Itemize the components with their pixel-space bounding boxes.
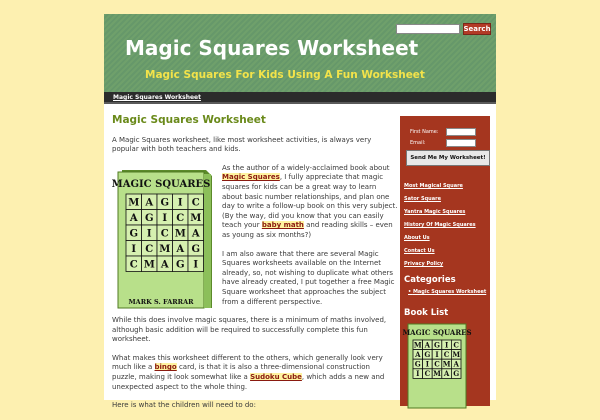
- grid-letter: M: [413, 340, 422, 350]
- grid-letter: A: [443, 369, 450, 379]
- grid-letter: A: [129, 212, 138, 224]
- post-paragraph-4: While this does involve magic squares, there is a minimum of maths involved, although basic addition will be required to successfully complete this fun worksheet.: [112, 316, 387, 344]
- bingo-link[interactable]: bingo: [154, 363, 177, 372]
- grid-letter: A: [191, 228, 200, 240]
- grid-letter: I: [416, 369, 420, 379]
- sidebar-link-sator-square[interactable]: Sator Square: [404, 196, 441, 202]
- grid-letter: M: [174, 228, 186, 240]
- grid-letter: C: [176, 212, 185, 224]
- grid-letter: A: [453, 359, 459, 369]
- post-paragraph-1: A Magic Squares worksheet, like most worksheet activities, is always very popular with both teachers and kids.: [112, 135, 372, 154]
- grid-letter: G: [434, 340, 440, 350]
- book-cover-image: [112, 164, 216, 314]
- site-title[interactable]: Magic Squares Worksheet: [125, 36, 419, 60]
- grid-letter: G: [191, 243, 201, 255]
- nav-item-magic-squares-worksheet[interactable]: Magic Squares Worksheet: [113, 94, 201, 101]
- grid-letter: M: [159, 243, 171, 255]
- grid-letter: G: [160, 197, 170, 209]
- grid-letter: A: [145, 197, 154, 209]
- grid-letter: A: [424, 340, 431, 350]
- post-paragraph-5: What makes this worksheet different to the others, which generally look very much like a bingo card, is that it is also a three-dimensional construction puzzle, making it look somewhat like a Sudoku Cube, which adds a new and unexpected aspect to the whole thing.: [112, 353, 385, 391]
- grid-letter: I: [146, 228, 152, 240]
- grid-letter: C: [434, 359, 440, 369]
- sidebar-link-history-of-magic-squares[interactable]: History Of Magic Squares: [404, 222, 476, 228]
- grid-letter: G: [453, 369, 460, 379]
- grid-letter: I: [162, 212, 168, 224]
- email-label: Email:: [410, 140, 426, 146]
- page-wrapper: [104, 14, 496, 410]
- search-button[interactable]: Search: [463, 25, 491, 33]
- book-cover-grid: [126, 194, 204, 272]
- grid-letter: C: [160, 228, 169, 240]
- main-content: [111, 114, 398, 420]
- sidebar-book-grid: [413, 340, 461, 378]
- grid-letter: I: [425, 359, 430, 369]
- grid-letter: C: [424, 369, 431, 379]
- sidebar-link-contact-us[interactable]: Contact Us: [404, 248, 435, 254]
- grid-letter: I: [444, 340, 449, 350]
- grid-letter: I: [435, 349, 439, 359]
- grid-letter: M: [433, 369, 441, 379]
- sidebar-link-about-us[interactable]: About Us: [404, 235, 430, 241]
- grid-letter: C: [443, 349, 450, 359]
- book-cover-author: MARK S. FARRAR: [128, 297, 194, 306]
- sidebar: [400, 116, 490, 406]
- site-header: [104, 14, 496, 92]
- grid-letter: C: [129, 259, 138, 271]
- email-field[interactable]: [446, 139, 476, 147]
- grid-letter: M: [190, 212, 202, 224]
- grid-letter: I: [131, 243, 137, 255]
- send-worksheet-button[interactable]: Send Me My Worksheet!: [406, 150, 490, 166]
- sidebar-book-image[interactable]: [402, 324, 472, 408]
- post-paragraph-6: Here is what the children will need to do:: [112, 401, 256, 410]
- grid-letter: G: [424, 349, 431, 359]
- sidebar-link-most-magical-square[interactable]: Most Magical Square: [404, 183, 463, 189]
- first-name-label: First Name:: [410, 129, 439, 135]
- book-cover-title: MAGIC SQUARES: [111, 178, 211, 190]
- site-tagline: Magic Squares For Kids Using A Fun Worksheet: [145, 69, 425, 81]
- grid-letter: A: [415, 349, 421, 359]
- grid-letter: C: [191, 197, 200, 209]
- category-magic-squares-worksheet[interactable]: • Magic Squares Worksheet: [408, 289, 487, 295]
- nav-bar: [104, 92, 496, 104]
- grid-letter: G: [144, 212, 154, 224]
- grid-letter: M: [452, 349, 461, 359]
- grid-letter: A: [176, 243, 185, 255]
- grid-letter: M: [128, 197, 140, 209]
- first-name-field[interactable]: [446, 128, 476, 136]
- post-paragraph-2: As the author of a widely-acclaimed book about Magic Squares, I fully appreciate that magic squares for kids can be a great way to learn about basic number relationships, and plan one day to write a follow-up book on this very subject. (By the way, did you know that you can easily teach your baby math and reading skills – even as young as six months?): [222, 163, 398, 239]
- grid-letter: M: [143, 259, 155, 271]
- grid-letter: I: [193, 259, 199, 271]
- sidebar-link-privacy-policy[interactable]: Privacy Policy: [404, 261, 444, 267]
- grid-letter: G: [175, 259, 185, 271]
- magic-squares-link[interactable]: Magic Squares: [222, 173, 280, 182]
- search-input[interactable]: [396, 24, 460, 34]
- grid-letter: C: [145, 243, 154, 255]
- sidebar-link-yantra-magic-squares[interactable]: Yantra Magic Squares: [404, 209, 466, 215]
- grid-letter: I: [177, 197, 183, 209]
- grid-letter: A: [160, 259, 169, 271]
- grid-letter: G: [129, 228, 139, 240]
- baby-math-link[interactable]: baby math: [261, 221, 304, 230]
- post-title: Magic Squares Worksheet: [112, 114, 266, 126]
- post-paragraph-3: I am also aware that there are several Magic Squares worksheets available on the Internet already, so, not wishing to duplicate what others have already created, I put together a free Magic Square worksheet that approaches the subject from a different perspective.: [222, 249, 395, 306]
- book-list-heading: Book List: [404, 308, 449, 318]
- sudoku-cube-link[interactable]: Sudoku Cube: [250, 373, 302, 382]
- grid-letter: M: [442, 359, 451, 369]
- grid-letter: C: [453, 340, 459, 350]
- sidebar-book-title: MAGIC SQUARES: [402, 328, 472, 337]
- categories-heading: Categories: [404, 275, 456, 285]
- grid-letter: G: [414, 359, 421, 369]
